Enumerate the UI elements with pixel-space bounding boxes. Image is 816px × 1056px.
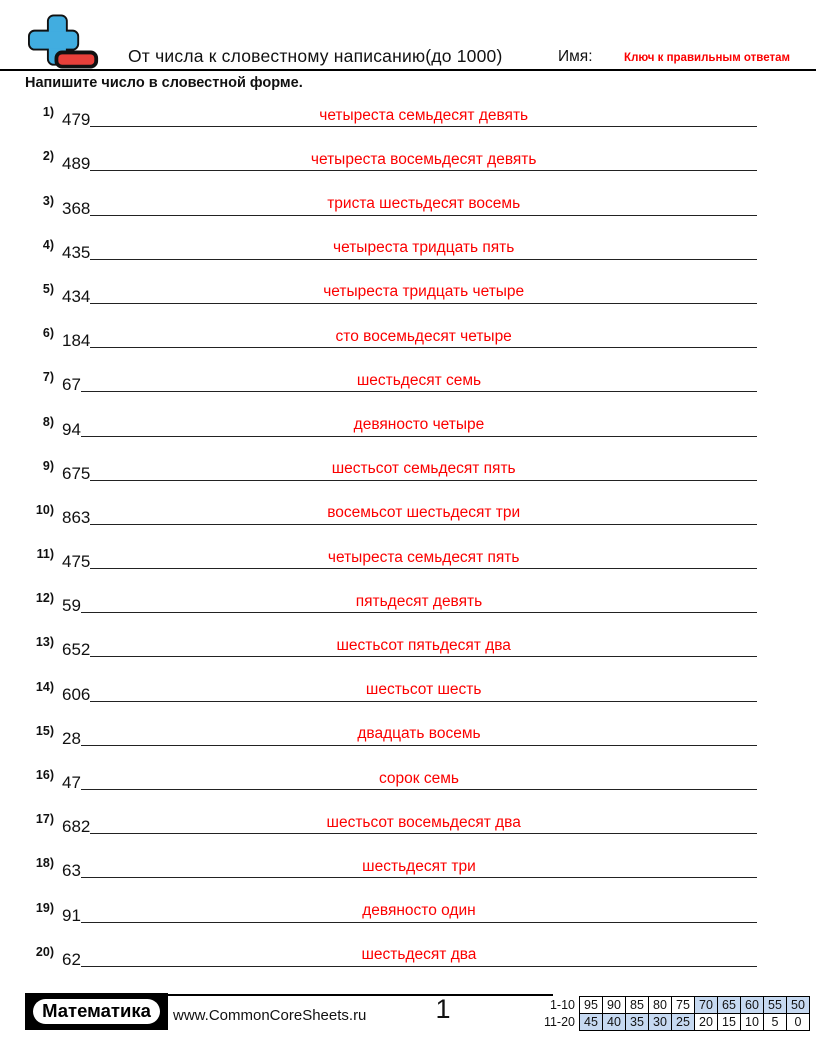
score-cell: 75 xyxy=(672,997,695,1014)
answer-line xyxy=(81,568,757,613)
answer-text: шестьсот семьдесят пять xyxy=(331,460,516,478)
problem-value: 435 xyxy=(62,242,91,262)
problem-value: 863 xyxy=(62,507,91,527)
problem-value: 62 xyxy=(62,949,81,969)
answer-text: восемьсот шестьдесят три xyxy=(327,504,521,522)
problem-number: 9) xyxy=(42,458,54,473)
plus-minus-logo-icon xyxy=(28,14,100,75)
answer-text: четыреста семьдесят девять xyxy=(319,106,529,124)
brand-badge xyxy=(25,993,168,1030)
answer-line xyxy=(81,922,757,967)
answer-line xyxy=(90,656,757,701)
problem-number: 2) xyxy=(42,149,54,164)
problem-number: 12) xyxy=(35,591,54,606)
answer-line xyxy=(90,789,757,834)
answer-line xyxy=(81,877,757,922)
problem-row xyxy=(30,746,757,790)
answer-line xyxy=(81,347,757,392)
answer-text: шестьсот восемьдесят два xyxy=(326,813,521,831)
answer-line xyxy=(81,745,757,790)
problem-number: 17) xyxy=(35,812,54,827)
score-row xyxy=(544,997,810,1014)
answer-line xyxy=(90,215,757,260)
footer xyxy=(0,991,816,1037)
score-cell: 90 xyxy=(603,997,626,1014)
answer-key-label: Ключ к правильным ответам xyxy=(624,52,790,64)
problem-number: 10) xyxy=(35,502,54,517)
problem-row xyxy=(30,657,757,704)
score-cell: 70 xyxy=(695,997,718,1014)
problem-row xyxy=(30,702,757,746)
problem-value: 434 xyxy=(62,286,91,306)
answer-line xyxy=(90,170,757,215)
problem-number: 6) xyxy=(42,326,54,341)
score-cell: 30 xyxy=(649,1014,672,1031)
problem-value: 28 xyxy=(62,728,81,748)
problem-row xyxy=(30,260,757,304)
answer-line xyxy=(90,259,757,304)
score-cell: 65 xyxy=(718,997,741,1014)
problem-value: 91 xyxy=(62,905,81,925)
instruction-text: Напишите число в словестной форме. xyxy=(25,75,303,91)
problem-row xyxy=(30,392,757,439)
problem-row xyxy=(30,83,757,130)
problem-value: 682 xyxy=(62,817,91,837)
problem-row xyxy=(30,437,757,481)
problem-value: 368 xyxy=(62,198,91,218)
problems-list xyxy=(30,83,757,967)
answer-text: двадцать восемь xyxy=(357,725,481,743)
score-cell: 45 xyxy=(580,1014,603,1031)
problem-row xyxy=(30,834,757,881)
problem-row xyxy=(30,348,757,395)
answer-line xyxy=(90,303,757,348)
answer-text: пятьдесят девять xyxy=(355,592,483,610)
answer-line xyxy=(81,391,757,436)
score-cell: 55 xyxy=(764,997,787,1014)
problem-value: 606 xyxy=(62,684,91,704)
answer-text: девяносто четыре xyxy=(353,416,485,433)
problem-value: 479 xyxy=(62,110,91,130)
score-cell: 10 xyxy=(741,1014,764,1031)
problem-row xyxy=(30,878,757,925)
answer-text: четыреста тридцать четыре xyxy=(323,283,525,301)
problem-number: 19) xyxy=(35,900,54,915)
answer-text: шестьдесят два xyxy=(361,946,477,964)
problem-number: 14) xyxy=(35,679,54,694)
answer-text: сорок семь xyxy=(378,769,459,787)
score-cell: 35 xyxy=(626,1014,649,1031)
website-url: www.CommonCoreSheets.ru xyxy=(173,1007,367,1024)
score-row-label: 11-20 xyxy=(543,1015,575,1029)
score-row-label: 1-10 xyxy=(549,998,575,1012)
answer-text: шестьдесят три xyxy=(362,857,476,875)
answer-line xyxy=(90,612,757,657)
score-cell: 20 xyxy=(695,1014,718,1031)
answer-text: сто восемьдесят четыре xyxy=(335,327,512,345)
problem-row xyxy=(30,127,757,174)
score-cell: 15 xyxy=(718,1014,741,1031)
answer-line xyxy=(81,833,757,878)
brand-label: Математика xyxy=(33,999,160,1024)
problem-row xyxy=(30,569,757,616)
problem-value: 47 xyxy=(62,773,81,792)
problem-number: 4) xyxy=(42,237,54,252)
score-cell: 85 xyxy=(626,997,649,1014)
answer-line xyxy=(90,126,757,171)
problem-number: 5) xyxy=(42,281,54,296)
problem-number: 18) xyxy=(35,856,54,871)
problem-value: 59 xyxy=(62,596,81,616)
score-cell: 5 xyxy=(764,1014,787,1031)
answer-line xyxy=(90,480,757,525)
answer-text: четыреста тридцать пять xyxy=(333,239,515,257)
problem-number: 1) xyxy=(42,105,54,120)
problem-number: 15) xyxy=(35,723,54,738)
problem-number: 3) xyxy=(42,193,54,208)
score-cell: 0 xyxy=(787,1014,810,1031)
answer-text: шестьсот пятьдесят два xyxy=(336,636,511,654)
score-cell: 80 xyxy=(649,997,672,1014)
answer-text: четыреста семьдесят пять xyxy=(327,548,520,566)
answer-text: шестьсот шесть xyxy=(365,681,482,699)
score-cell: 50 xyxy=(787,997,810,1014)
score-cell: 95 xyxy=(580,997,603,1014)
answer-line xyxy=(90,436,757,481)
answer-line xyxy=(90,82,757,127)
problem-row xyxy=(30,216,757,260)
problem-row xyxy=(30,790,757,837)
score-row xyxy=(544,1014,810,1031)
problem-number: 8) xyxy=(42,414,54,429)
problem-row xyxy=(30,923,757,967)
problem-row xyxy=(30,304,757,351)
problem-value: 67 xyxy=(62,375,81,395)
problem-value: 675 xyxy=(62,463,91,483)
score-cell: 40 xyxy=(603,1014,626,1031)
answer-line xyxy=(90,524,757,569)
score-table xyxy=(544,996,810,1031)
page-title: От числа к словестному написанию(до 1000) xyxy=(128,46,503,66)
problem-number: 20) xyxy=(35,944,54,959)
problem-row xyxy=(30,525,757,572)
problem-number: 16) xyxy=(35,768,54,782)
problem-value: 475 xyxy=(62,552,91,572)
header-divider xyxy=(0,69,816,71)
problem-number: 7) xyxy=(42,370,54,385)
problem-value: 652 xyxy=(62,640,91,660)
problem-value: 63 xyxy=(62,861,81,881)
problem-value: 489 xyxy=(62,154,91,174)
answer-text: триста шестьдесят восемь xyxy=(327,195,521,213)
problem-row xyxy=(30,613,757,660)
problem-row xyxy=(30,481,757,525)
name-label: Имя: xyxy=(558,48,593,65)
problem-number: 11) xyxy=(36,547,54,562)
answer-text: девяносто один xyxy=(362,902,476,920)
answer-text: шестьдесят семь xyxy=(356,371,482,389)
problem-number: 13) xyxy=(35,635,54,650)
answer-line xyxy=(81,701,757,746)
problem-value: 184 xyxy=(62,331,91,351)
problem-value: 94 xyxy=(62,419,81,439)
score-cell: 25 xyxy=(672,1014,695,1031)
score-cell: 60 xyxy=(741,997,764,1014)
page-number: 1 xyxy=(435,994,451,1024)
problem-row xyxy=(30,171,757,218)
answer-text: четыреста восемьдесят девять xyxy=(310,150,537,168)
